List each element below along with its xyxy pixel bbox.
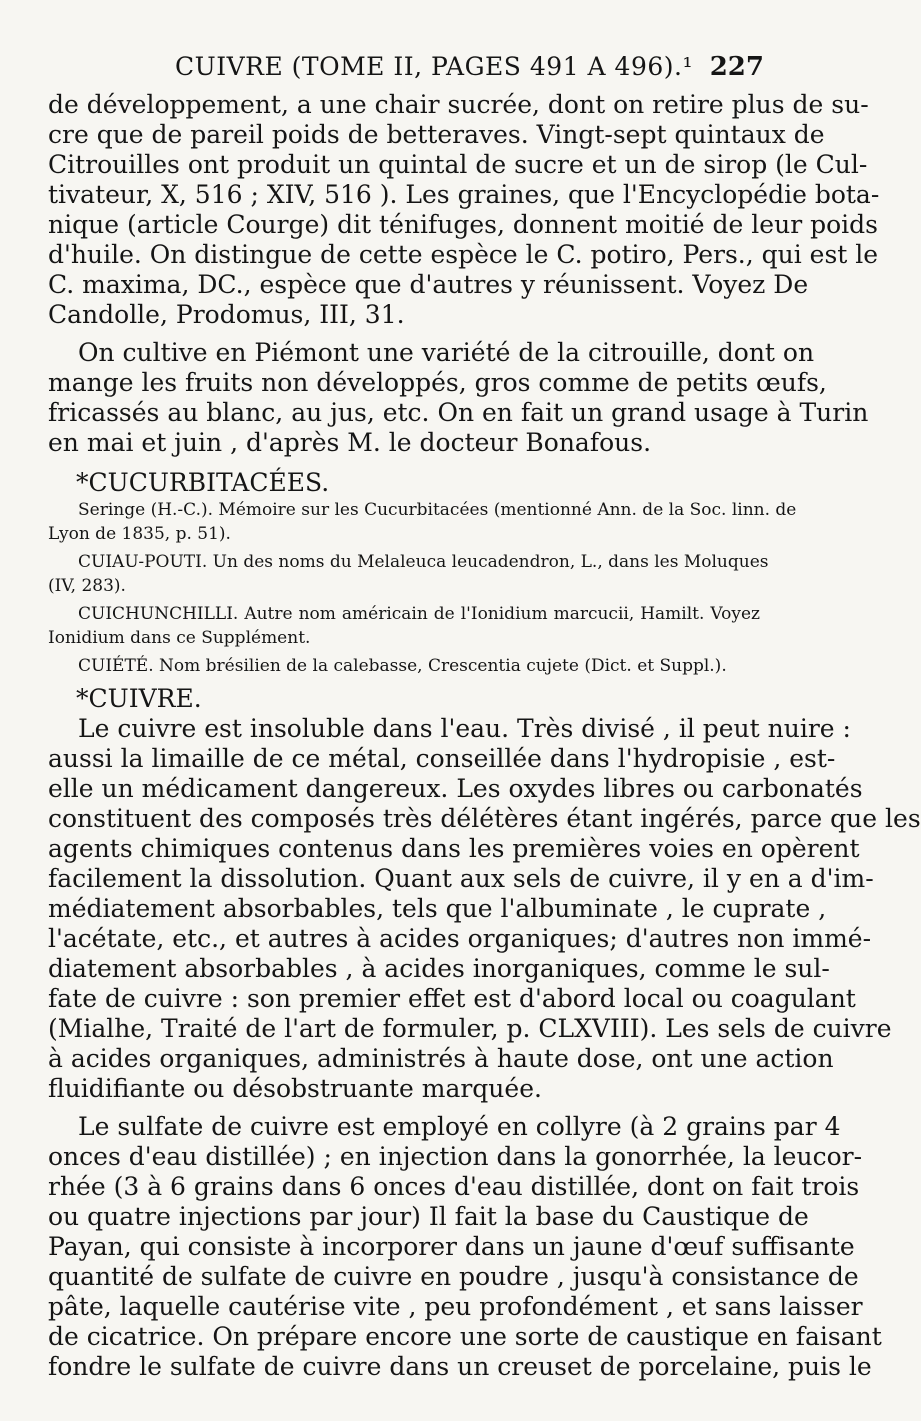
paragraph [48,90,880,330]
text-line: tivateur, X, 516 ; XIV, 516 ). Les graines, que l'Encyclopédie bota- [48,180,880,209]
text-line: CUIÉTÉ. Nom brésilien de la calebasse, Crescentia cujete (Dict. et Suppl.). [78,656,727,676]
text-line: CUIAU-POUTI. Un des noms du Melaleuca leucadendron, L., dans les Moluques [78,552,769,572]
paragraph [48,338,869,458]
dictionary-entry [48,550,769,598]
text-line: fricassés au blanc, au jus, etc. On en fait un grand usage à Turin [48,398,869,427]
text-line: fondre le sulfate de cuivre dans un creuset de porcelaine, puis le [48,1352,872,1381]
text-line: On cultive en Piémont une variété de la citrouille, dont on [78,338,815,367]
text-line: rhée (3 à 6 grains dans 6 onces d'eau distillée, dont on fait trois [48,1172,860,1201]
text-line: de cicatrice. On prépare encore une sorte de caustique en faisant [48,1322,882,1351]
text-line: fluidifiante ou désobstruante marquée. [48,1074,542,1103]
text-line: cre que de pareil poids de betteraves. Vingt-sept quintaux de [48,120,825,149]
paragraph [48,1112,882,1382]
text-line: d'huile. On distingue de cette espèce le C. potiro, Pers., qui est le [48,240,879,269]
section-heading: *CUIVRE. [76,684,202,713]
page-header [0,52,800,92]
text-line: CUICHUNCHILLI. Autre nom américain de l'Ionidium marcucii, Hamilt. Voyez [78,604,760,624]
text-line: quantité de sulfate de cuivre en poudre , jusqu'à consistance de [48,1262,859,1291]
dictionary-entry [48,654,760,678]
text-line: Seringe (H.-C.). Mémoire sur les Cucurbitacées (mentionné Ann. de la Soc. linn. de [78,500,797,520]
text-line: à acides organiques, administrés à haute dose, ont une action [48,1044,834,1073]
text-line: facilement la dissolution. Quant aux sels de cuivre, il y en a d'im- [48,864,874,893]
text-line: de développement, a une chair sucrée, dont on retire plus de su- [48,90,869,119]
running-title: CUIVRE (TOME II, PAGES 491 A 496).¹ [175,52,693,81]
dictionary-entry [48,602,760,650]
text-line: l'acétate, etc., et autres à acides organiques; d'autres non immé- [48,924,872,953]
text-line: aussi la limaille de ce métal, conseillée dans l'hydropisie , est- [48,744,836,773]
text-line: Le cuivre est insoluble dans l'eau. Très divisé , il peut nuire : [78,714,851,743]
paragraph [48,714,921,1104]
text-line: elle un médicament dangereux. Les oxydes libres ou carbonatés [48,774,863,803]
text-line: Candolle, Prodomus, III, 31. [48,300,405,329]
text-line: Payan, qui consiste à incorporer dans un jaune d'œuf suffisante [48,1232,855,1261]
text-line: médiatement absorbables, tels que l'albuminate , le cuprate , [48,894,827,923]
text-line: constituent des composés très délétères étant ingérés, parce que les [48,804,921,833]
text-line: C. maxima, DC., espèce que d'autres y réunissent. Voyez De [48,270,809,299]
text-line: pâte, laquelle cautérise vite , peu profondément , et sans laisser [48,1292,863,1321]
text-line: onces d'eau distillée) ; en injection dans la gonorrhée, la leucor- [48,1142,863,1171]
page-number: 227 [709,52,764,82]
section-heading: *CUCURBITACÉES. [76,468,330,497]
text-line: (IV, 283). [48,576,126,596]
page-body [48,90,921,1390]
text-line: diatement absorbables , à acides inorganiques, comme le sul- [48,954,830,983]
text-line: agents chimiques contenus dans les premières voies en opèrent [48,834,860,863]
text-line: nique (article Courge) dit ténifuges, donnent moitié de leur poids [48,210,878,239]
text-line: Lyon de 1835, p. 51). [48,524,231,544]
text-line: ou quatre injections par jour) Il fait la base du Caustique de [48,1202,809,1231]
dictionary-entry [48,498,797,546]
text-line: Le sulfate de cuivre est employé en collyre (à 2 grains par 4 [78,1112,841,1141]
text-line: en mai et juin , d'après M. le docteur Bonafous. [48,428,652,457]
text-line: fate de cuivre : son premier effet est d'abord local ou coagulant [48,984,856,1013]
text-line: (Mialhe, Traité de l'art de formuler, p. CLXVIII). Les sels de cuivre [48,1014,892,1043]
text-line: Ionidium dans ce Supplément. [48,628,311,648]
text-line: mange les fruits non développés, gros comme de petits œufs, [48,368,827,397]
text-line: Citrouilles ont produit un quintal de sucre et un de sirop (le Cul- [48,150,868,179]
